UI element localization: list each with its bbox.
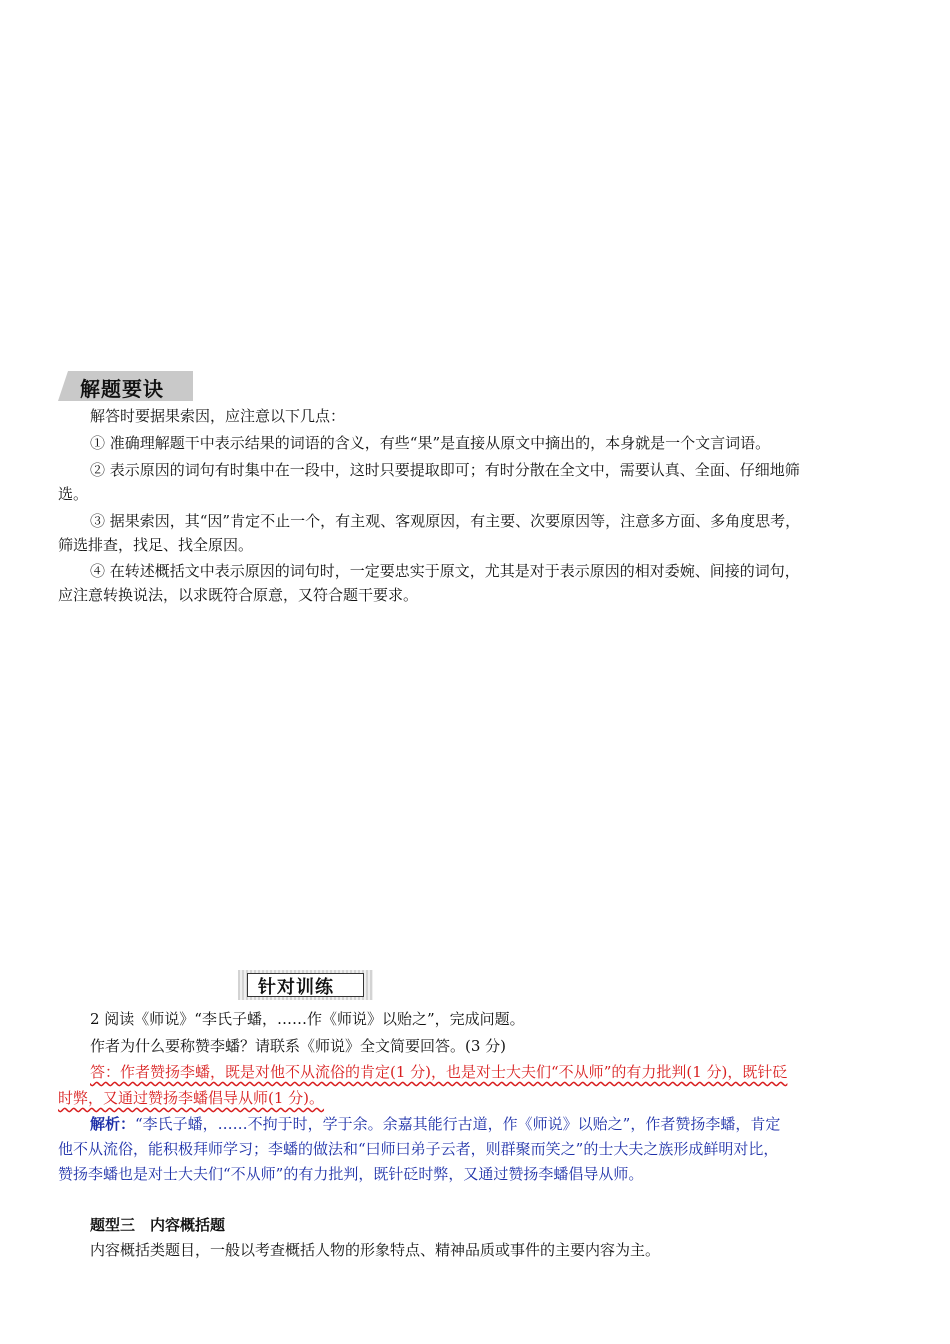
analysis-line-2: 他不从流俗，能积极拜师学习；李蟠的做法和“曰师曰弟子云者，则群聚而笑之”的士大夫之族形成鲜明对比， (58, 1140, 779, 1158)
training-title: 针对训练 (258, 977, 334, 998)
tips-point-2-line-1: ② 表示原因的词句有时集中在一段中，这时只要提取即可；有时分散在全文中，需要认真、全面、仔细地筛 (90, 461, 800, 479)
section-3-description: 内容概括类题目，一般以考查概括人物的形象特点、精神品质或事件的主要内容为主。 (90, 1241, 661, 1259)
question-line-1: 2 阅读《师说》“李氏子蟠，……作《师说》以贻之”，完成问题。 (90, 1010, 525, 1028)
analysis-line-3: 赞扬李蟠也是对士大夫们“不从师”的有力批判，既针砭时弊，又通过赞扬李蟠倡导从师。 (58, 1165, 644, 1183)
section-3-heading: 题型三 内容概括题 (90, 1216, 226, 1234)
tips-point-4-line-2: 应注意转换说法，以求既符合原意，又符合题干要求。 (58, 586, 419, 604)
analysis-text-1: “李氏子蟠，……不拘于时，学于余。余嘉其能行古道，作《师说》以贻之”，作者赞扬李蟠，肯定 (135, 1115, 781, 1133)
tips-point-2-line-2: 选。 (58, 485, 89, 503)
answer-line-1: 答：作者赞扬李蟠，既是对他不从流俗的肯定(1 分)，也是对士大夫们“不从师”的有力批判(1 分)，既针砭 (90, 1063, 788, 1081)
tips-title: 解题要诀 (80, 377, 164, 401)
tips-point-4-line-1: ④ 在转述概括文中表示原因的词句时，一定要忠实于原文，尤其是对于表示原因的相对委婉、间接的词句， (90, 562, 800, 580)
tips-point-3-line-2: 筛选排查，找足、找全原因。 (58, 536, 254, 554)
tips-point-3-line-1: ③ 据果索因，其“因”肯定不止一个，有主观、客观原因，有主要、次要原因等，注意多方面、多角度思考， (90, 512, 801, 530)
tips-point-1: ① 准确理解题干中表示结果的词语的含义，有些“果”是直接从原文中摘出的，本身就是一个文言词语。 (90, 434, 771, 452)
analysis-label: 解析： (90, 1115, 136, 1133)
tips-banner (58, 371, 193, 401)
question-line-2: 作者为什么要称赞李蟠？请联系《师说》全文简要回答。(3 分) (90, 1037, 507, 1055)
answer-line-2: 时弊，又通过赞扬李蟠倡导从师(1 分)。 (58, 1089, 325, 1107)
analysis-line-1 (90, 1113, 780, 1135)
tips-intro: 解答时要据果索因，应注意以下几点： (90, 407, 346, 425)
training-banner (238, 970, 373, 1000)
